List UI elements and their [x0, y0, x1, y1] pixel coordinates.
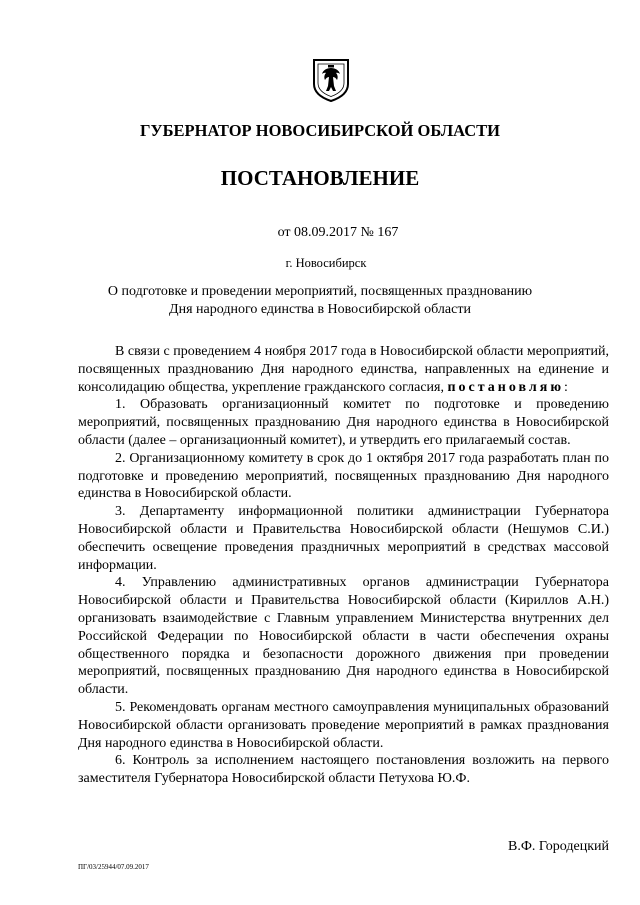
preamble-text: В связи с проведением 4 ноября 2017 года в Новосибирской области мероприятий, посвященных празднованию Дня народного единства, направленных на единение и консолидацию общества, укрепление гражданского согласия,	[78, 344, 609, 395]
document-body	[78, 343, 609, 788]
list-item: 5. Рекомендовать органам местного самоуправления муниципальных образований Новосибирской области организовать проведение мероприятий в рамках празднования Дня народного единства в Новосибирской области.	[78, 699, 609, 751]
document-subject	[0, 283, 640, 319]
decree-word: постановляю	[447, 379, 565, 395]
preamble-paragraph	[78, 343, 609, 396]
authority-title: ГУБЕРНАТОР НОВОСИБИРСКОЙ ОБЛАСТИ	[140, 121, 500, 140]
list-item: 1. Образовать организационный комитет по подготовке и проведению мероприятий, посвященных празднованию Дня народного единства в Новосибирской области (далее – организационный комитет), и утвердить его прилагаемый состав.	[78, 397, 609, 448]
city-line: г. Новосибирск	[285, 256, 367, 270]
list-item: 4. Управлению административных органов администрации Губернатора Новосибирской области и Правительства Новосибирской области (Кириллов А.Н.) организовать взаимодействие с Главным управлением Министерства внутренних дел Российской Федерации по Новосибирской области в части обеспечения охраны общественного порядка и безопасности дорожного движения при проведении мероприятий, посвященных празднованию Дня народного единства в Новосибирской области.	[78, 575, 609, 698]
coat-of-arms-icon	[312, 58, 350, 102]
decree-colon: :	[564, 379, 568, 395]
list-item: 3. Департаменту информационной политики администрации Губернатора Новосибирской области и Правительства Новосибирской области (Нешумов С.И.) обеспечить освещение проведения праздничных мероприятий в средствах массовой информации.	[78, 504, 609, 573]
footer-code: ПГ/03/25944/07.09.2017	[78, 863, 149, 871]
subject-line-1: О подготовке и проведении мероприятий, посвященных празднованию	[107, 284, 533, 299]
signature: В.Ф. Городецкий	[508, 839, 609, 854]
list-item: 6. Контроль за исполнением настоящего постановления возложить на первого заместителя Губернатора Новосибирской области Петухова Ю.Ф.	[78, 753, 609, 787]
date-number-line: от 08.09.2017 № 167	[277, 225, 399, 240]
subject-line-2: Дня народного единства в Новосибирской области	[169, 301, 471, 317]
list-item: 2. Организационному комитету в срок до 1 октября 2017 года разработать план по подготовке и проведению мероприятий, посвященных празднованию Дня народного единства в Новосибирской области.	[78, 450, 609, 502]
document-type: ПОСТАНОВЛЕНИЕ	[220, 166, 420, 190]
